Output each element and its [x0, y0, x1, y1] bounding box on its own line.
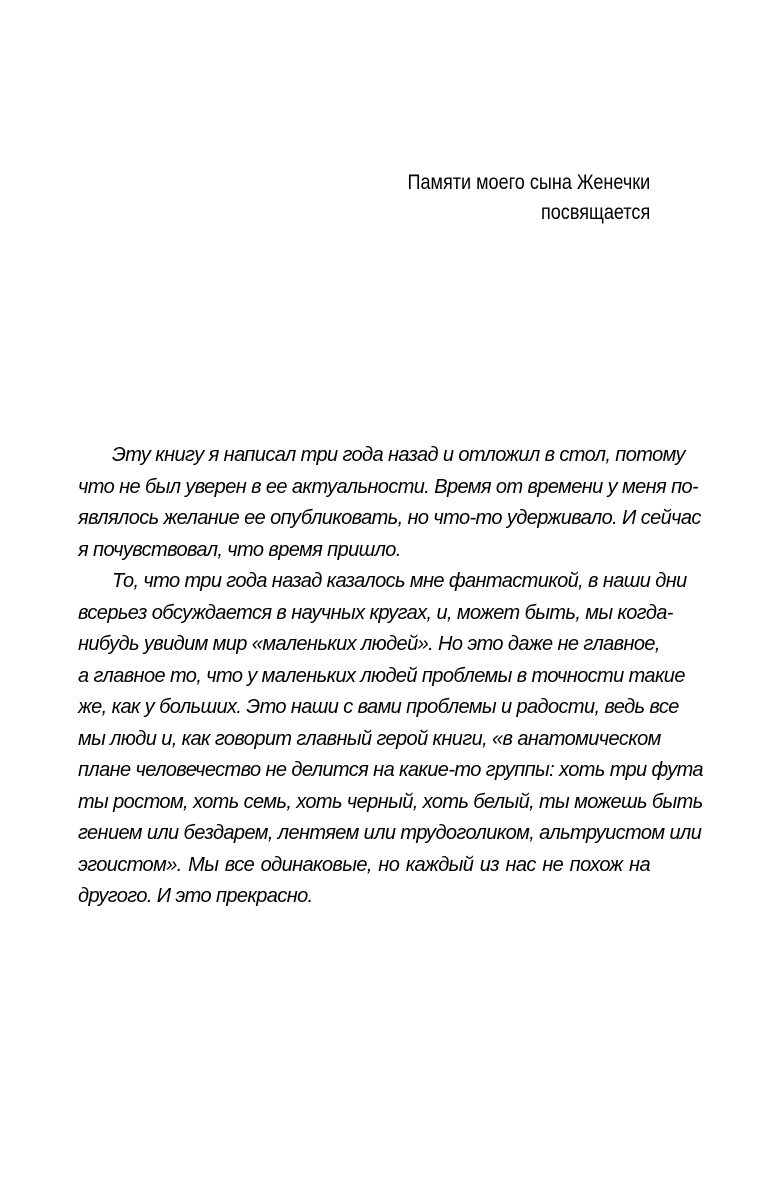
text-line: эгоистом». Мы все одинаковые, но каждый из нас не похож на [78, 853, 650, 876]
dedication-line: Памяти моего сына Женечки [407, 171, 650, 194]
paragraph [78, 566, 703, 913]
text-line: что не был уверен в ее актуальности. Время от времени у меня по- [78, 475, 699, 498]
text-line: гением или бездарем, лентяем или трудоголиком, альтруистом или [78, 822, 702, 844]
text-line: а главное то, что у маленьких людей проблемы в точности такие [78, 664, 685, 687]
paragraph [78, 440, 701, 566]
text-line: я почувствовал, что время пришло. [78, 538, 401, 561]
text-line: являлось желание ее опубликовать, но что-то удерживало. И сейчас [78, 507, 701, 529]
preface-text [78, 440, 703, 913]
text-line: Эту книгу я написал три года назад и отложил в стол, потому [112, 444, 685, 466]
text-line: То, что три года назад казалось мне фантастикой, в наши дни [112, 570, 687, 592]
text-line: же, как у больших. Это наши с вами проблемы и радости, ведь все [78, 696, 679, 718]
text-line: мы люди и, как говорит главный герой книги, «в анатомическом [78, 727, 661, 750]
text-line: нибудь увидим мир «маленьких людей». Но это даже не главное, [78, 633, 660, 655]
dedication-line: посвящается [540, 201, 650, 224]
text-line: ты ростом, хоть семь, хоть черный, хоть белый, ты можешь быть [78, 790, 703, 813]
dedication [407, 168, 650, 228]
text-line: всерьез обсуждается в научных кругах, и, может быть, мы когда- [78, 601, 673, 624]
text-line: другого. И это прекрасно. [78, 885, 313, 907]
text-line: плане человечество не делится на какие-то группы: хоть три фута [78, 759, 703, 781]
